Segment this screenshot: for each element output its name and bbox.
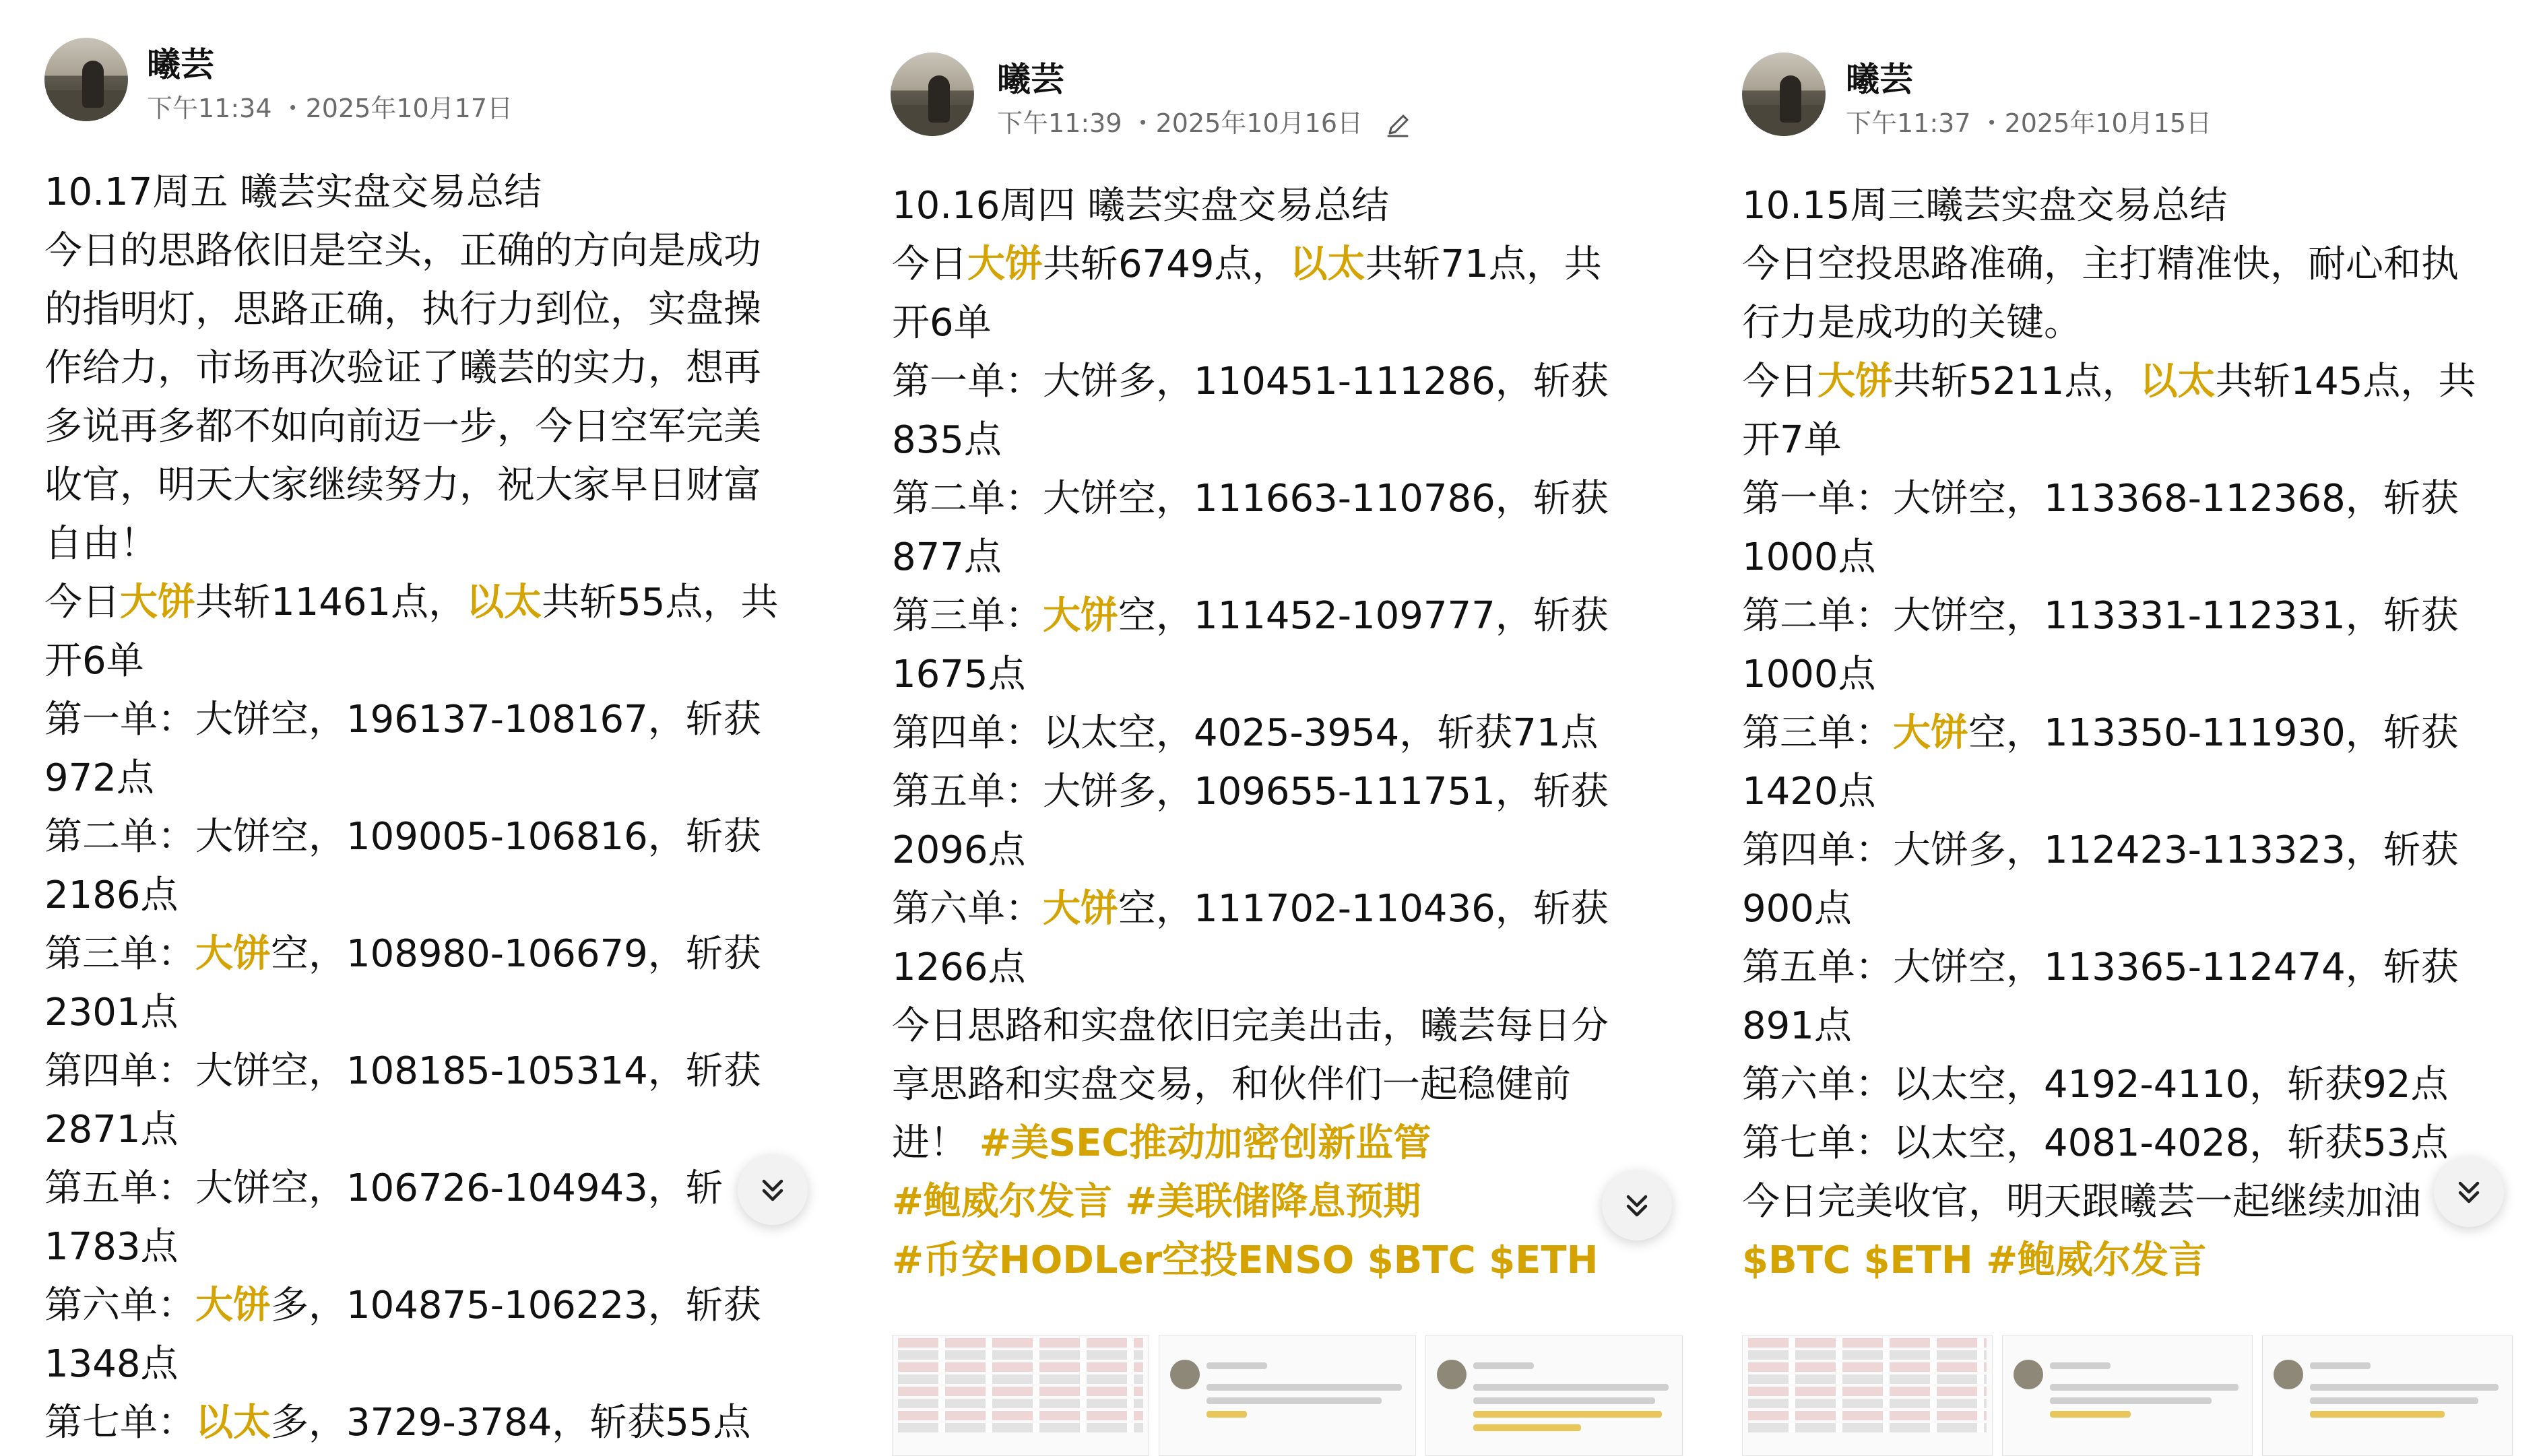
- text-segment: 1000点: [1742, 535, 1876, 579]
- post-text-line: [892, 294, 1680, 352]
- image-thumbnail[interactable]: [1742, 1335, 1993, 1456]
- post-text-line: [892, 176, 1680, 235]
- post-card-3: [1698, 0, 2543, 1455]
- text-segment: 第二单：大饼空，111663-110786，斩获: [892, 477, 1609, 521]
- post-text-line: [44, 397, 799, 456]
- post-text-line: [892, 645, 1680, 704]
- highlighted-keyword[interactable]: 大饼: [195, 932, 271, 976]
- text-segment: 多说再多都不如向前迈一步，今日空军完美: [44, 405, 761, 449]
- text-segment: 第五单：大饼多，109655-111751，斩获: [892, 770, 1609, 814]
- post-body: [892, 176, 1680, 1290]
- post-text-line: [1742, 1172, 2503, 1231]
- text-segment: 1348点: [44, 1342, 179, 1386]
- avatar[interactable]: [1742, 53, 1826, 136]
- post-text-line: [44, 339, 799, 397]
- text-segment: 今日: [44, 581, 120, 624]
- highlighted-keyword[interactable]: 大饼: [1043, 594, 1118, 638]
- text-segment: 第二单：大饼空，113331-112331，斩获: [1742, 594, 2459, 638]
- text-segment: 开7单: [1742, 418, 1842, 462]
- text-segment: 共斩6749点，: [1043, 242, 1290, 286]
- text-segment: 今日思路和实盘依旧完美出击，曦芸每日分: [892, 1004, 1609, 1048]
- highlighted-keyword[interactable]: 大饼: [967, 242, 1043, 286]
- text-segment: 第三单：: [44, 932, 195, 976]
- post-text-line: [44, 632, 799, 690]
- post-text-line: [44, 280, 799, 339]
- text-segment: 共斩145点，共: [2215, 360, 2476, 403]
- post-text-line: [44, 1393, 799, 1452]
- text-segment: 共斩5211点，: [1893, 360, 2140, 403]
- edit-icon: [1383, 110, 1413, 140]
- post-text-line: [1742, 1231, 2503, 1290]
- post-text-line: [44, 456, 799, 515]
- text-segment: 891点: [1742, 1004, 1852, 1048]
- text-segment: 共斩11461点，: [195, 581, 467, 624]
- post-text-line: [892, 1114, 1680, 1172]
- post-timestamp: [997, 102, 1413, 140]
- post-text-line: [892, 352, 1680, 411]
- post-text-line: [1742, 352, 2503, 411]
- image-thumbnail[interactable]: [2002, 1335, 2253, 1456]
- post-text-line: [892, 469, 1680, 528]
- text-segment: 1420点: [1742, 770, 1876, 814]
- post-text-line: [892, 1231, 1680, 1290]
- text-segment: 作给力，市场再次验证了曦芸的实力，想再: [44, 346, 761, 390]
- author-name[interactable]: 曦芸: [997, 60, 1064, 99]
- text-segment: 1000点: [1742, 653, 1876, 696]
- post-text-line: [44, 163, 799, 222]
- text-segment: 1783点: [44, 1225, 179, 1269]
- post-text-line: [1742, 997, 2503, 1055]
- post-text-line: [1742, 176, 2503, 235]
- post-text-line: [44, 866, 799, 925]
- highlighted-keyword[interactable]: 以太: [2139, 360, 2216, 403]
- post-text-line: [44, 1276, 799, 1335]
- post-text-line: [1742, 294, 2503, 352]
- image-thumbnail[interactable]: [2262, 1335, 2513, 1456]
- post-timestamp: [1846, 102, 2212, 139]
- text-segment: 900点: [1742, 887, 1852, 931]
- text-segment: 2301点: [44, 991, 179, 1034]
- expand-button[interactable]: [738, 1155, 808, 1225]
- text-segment: 835点: [892, 418, 1002, 462]
- post-date: ・2025年10月16日: [1130, 108, 1363, 138]
- text-segment: 今日: [1742, 360, 1817, 403]
- post-text-line: [892, 587, 1680, 645]
- post-text-line: [892, 762, 1680, 821]
- image-gallery: [1742, 1335, 2513, 1455]
- text-segment: 第三单：: [1742, 711, 1893, 755]
- double-chevron-down-icon: [2452, 1175, 2486, 1209]
- highlighted-keyword[interactable]: 大饼: [120, 581, 195, 624]
- image-thumbnail[interactable]: [1159, 1335, 1416, 1456]
- post-text-line: [892, 235, 1680, 294]
- text-segment: 自由！: [44, 522, 158, 566]
- double-chevron-down-icon: [1620, 1189, 1654, 1222]
- text-segment: 多，3729-3784，斩获55点: [271, 1401, 751, 1445]
- post-card-2: [847, 0, 1696, 1455]
- post-text-line: [1742, 1114, 2503, 1172]
- text-segment: 第七单：以太空，4081-4028，斩获53点: [1742, 1121, 2449, 1165]
- post-text-line: [1742, 587, 2503, 645]
- text-segment: 收官，明天大家继续努力，祝大家早日财富: [44, 463, 761, 507]
- text-segment: 的指明灯，思路正确，执行力到位，实盘操: [44, 288, 761, 331]
- post-text-line: [1742, 411, 2503, 469]
- text-segment: 10.17周五 曦芸实盘交易总结: [44, 170, 542, 214]
- author-name[interactable]: 曦芸: [1846, 60, 1913, 99]
- double-chevron-down-icon: [756, 1173, 790, 1207]
- hashtag-link[interactable]: $BTC $ETH #鲍威尔发言: [1742, 1238, 2207, 1282]
- post-text-line: [1742, 469, 2503, 528]
- hashtag-link[interactable]: #美SEC推动加密创新监管: [979, 1121, 1431, 1165]
- post-text-line: [44, 1100, 799, 1159]
- post-text-line: [44, 925, 799, 983]
- text-segment: 多，104875-106223，斩获: [271, 1284, 761, 1327]
- highlighted-keyword[interactable]: 以太: [1289, 242, 1365, 286]
- text-segment: 10.16周四 曦芸实盘交易总结: [892, 184, 1390, 228]
- highlighted-keyword[interactable]: 大饼: [1893, 711, 1968, 755]
- text-segment: 第五单：大饼空，113365-112474，斩获: [1742, 946, 2459, 989]
- post-text-line: [892, 938, 1680, 997]
- post-text-line: [44, 749, 799, 807]
- text-segment: 2186点: [44, 873, 179, 917]
- highlighted-keyword[interactable]: 以太: [195, 1401, 271, 1445]
- text-segment: 第三单：: [892, 594, 1043, 638]
- post-text-line: [44, 807, 799, 866]
- post-text-line: [1742, 821, 2503, 880]
- post-text-line: [1742, 762, 2503, 821]
- post-time: 下午11:39: [997, 108, 1122, 138]
- text-segment: 共斩55点，共: [542, 581, 779, 624]
- avatar[interactable]: [44, 38, 128, 121]
- text-segment: 第一单：大饼空，113368-112368，斩获: [1742, 477, 2459, 521]
- text-segment: 空，113350-111930，斩获: [1968, 711, 2459, 755]
- hashtag-link[interactable]: #鲍威尔发言 #美联储降息预期: [892, 1180, 1421, 1224]
- post-date: ・2025年10月15日: [1978, 108, 2212, 138]
- text-segment: 今日的思路依旧是空头，正确的方向是成功: [44, 229, 761, 273]
- post-body: [44, 163, 799, 1452]
- image-thumbnail[interactable]: [1425, 1335, 1683, 1456]
- text-segment: 第五单：大饼空，106726-104943，斩: [44, 1166, 723, 1210]
- post-text-line: [1742, 938, 2503, 997]
- text-segment: 第一单：大饼多，110451-111286，斩获: [892, 360, 1609, 403]
- post-text-line: [892, 1172, 1680, 1231]
- highlighted-keyword[interactable]: 大饼: [1043, 887, 1118, 931]
- text-segment: 今日: [892, 242, 967, 286]
- post-time: 下午11:34: [147, 94, 272, 123]
- avatar[interactable]: [891, 53, 974, 136]
- post-text-line: [44, 222, 799, 280]
- highlighted-keyword[interactable]: 大饼: [195, 1284, 271, 1327]
- highlighted-keyword[interactable]: 以太: [466, 581, 542, 624]
- text-segment: 第四单：以太空，4025-3954，斩获71点: [892, 711, 1599, 755]
- post-text-line: [44, 1335, 799, 1393]
- post-text-line: [1742, 645, 2503, 704]
- post-timestamp: [147, 88, 513, 125]
- text-segment: 今日完美收官，明天跟曦芸一起继续加油: [1742, 1180, 2421, 1224]
- text-segment: 第七单：: [44, 1401, 195, 1445]
- text-segment: 877点: [892, 535, 1002, 579]
- text-segment: 空，108980-106679，斩获: [271, 932, 761, 976]
- text-segment: 开6单: [892, 301, 992, 345]
- text-segment: 第四单：大饼空，108185-105314，斩获: [44, 1049, 761, 1093]
- post-text-line: [1742, 528, 2503, 587]
- post-text-line: [44, 983, 799, 1042]
- post-date: ・2025年10月17日: [280, 94, 513, 123]
- post-text-line: [44, 1218, 799, 1276]
- author-name[interactable]: 曦芸: [147, 45, 214, 84]
- expand-button[interactable]: [2434, 1157, 2504, 1227]
- text-segment: 第六单：以太空，4192-4110，斩获92点: [1742, 1063, 2449, 1106]
- post-text-line: [44, 573, 799, 632]
- post-body: [1742, 176, 2503, 1290]
- text-segment: 1675点: [892, 653, 1026, 696]
- post-text-line: [44, 1159, 799, 1218]
- text-segment: 第一单：大饼空，196137-108167，斩获: [44, 698, 761, 741]
- post-time: 下午11:37: [1846, 108, 1971, 138]
- hashtag-link[interactable]: #币安HODLer空投ENSO $BTC $ETH: [892, 1238, 1599, 1282]
- post-text-line: [892, 1055, 1680, 1114]
- post-text-line: [892, 528, 1680, 587]
- text-segment: 972点: [44, 756, 154, 800]
- text-segment: 第六单：: [44, 1284, 195, 1327]
- post-text-line: [892, 704, 1680, 762]
- text-segment: 第六单：: [892, 887, 1043, 931]
- text-segment: 行力是成功的关键。: [1742, 301, 2082, 345]
- expand-button[interactable]: [1602, 1170, 1672, 1240]
- text-segment: 1266点: [892, 946, 1026, 989]
- text-segment: 2096点: [892, 828, 1026, 872]
- post-text-line: [44, 515, 799, 573]
- text-segment: 进！: [892, 1121, 979, 1165]
- post-text-line: [44, 1042, 799, 1100]
- text-segment: 共斩71点，共: [1365, 242, 1602, 286]
- text-segment: 空，111452-109777，斩获: [1118, 594, 1609, 638]
- post-text-line: [1742, 880, 2503, 938]
- post-text-line: [1742, 235, 2503, 294]
- post-text-line: [892, 411, 1680, 469]
- text-segment: 空，111702-110436，斩获: [1118, 887, 1609, 931]
- text-segment: 今日空投思路准确，主打精准快，耐心和执: [1742, 242, 2459, 286]
- text-segment: 2871点: [44, 1108, 179, 1152]
- post-text-line: [892, 880, 1680, 938]
- text-segment: 10.15周三曦芸实盘交易总结: [1742, 184, 2228, 228]
- post-text-line: [892, 997, 1680, 1055]
- post-text-line: [1742, 1055, 2503, 1114]
- post-card-1: [0, 0, 829, 1455]
- text-segment: 享思路和实盘交易，和伙伴们一起稳健前: [892, 1063, 1571, 1106]
- image-gallery: [892, 1335, 1683, 1455]
- image-thumbnail[interactable]: [892, 1335, 1149, 1456]
- post-text-line: [44, 690, 799, 749]
- highlighted-keyword[interactable]: 大饼: [1817, 360, 1893, 403]
- text-segment: 第四单：大饼多，112423-113323，斩获: [1742, 828, 2459, 872]
- text-segment: 开6单: [44, 639, 144, 683]
- post-text-line: [892, 821, 1680, 880]
- post-text-line: [1742, 704, 2503, 762]
- text-segment: 第二单：大饼空，109005-106816，斩获: [44, 815, 761, 859]
